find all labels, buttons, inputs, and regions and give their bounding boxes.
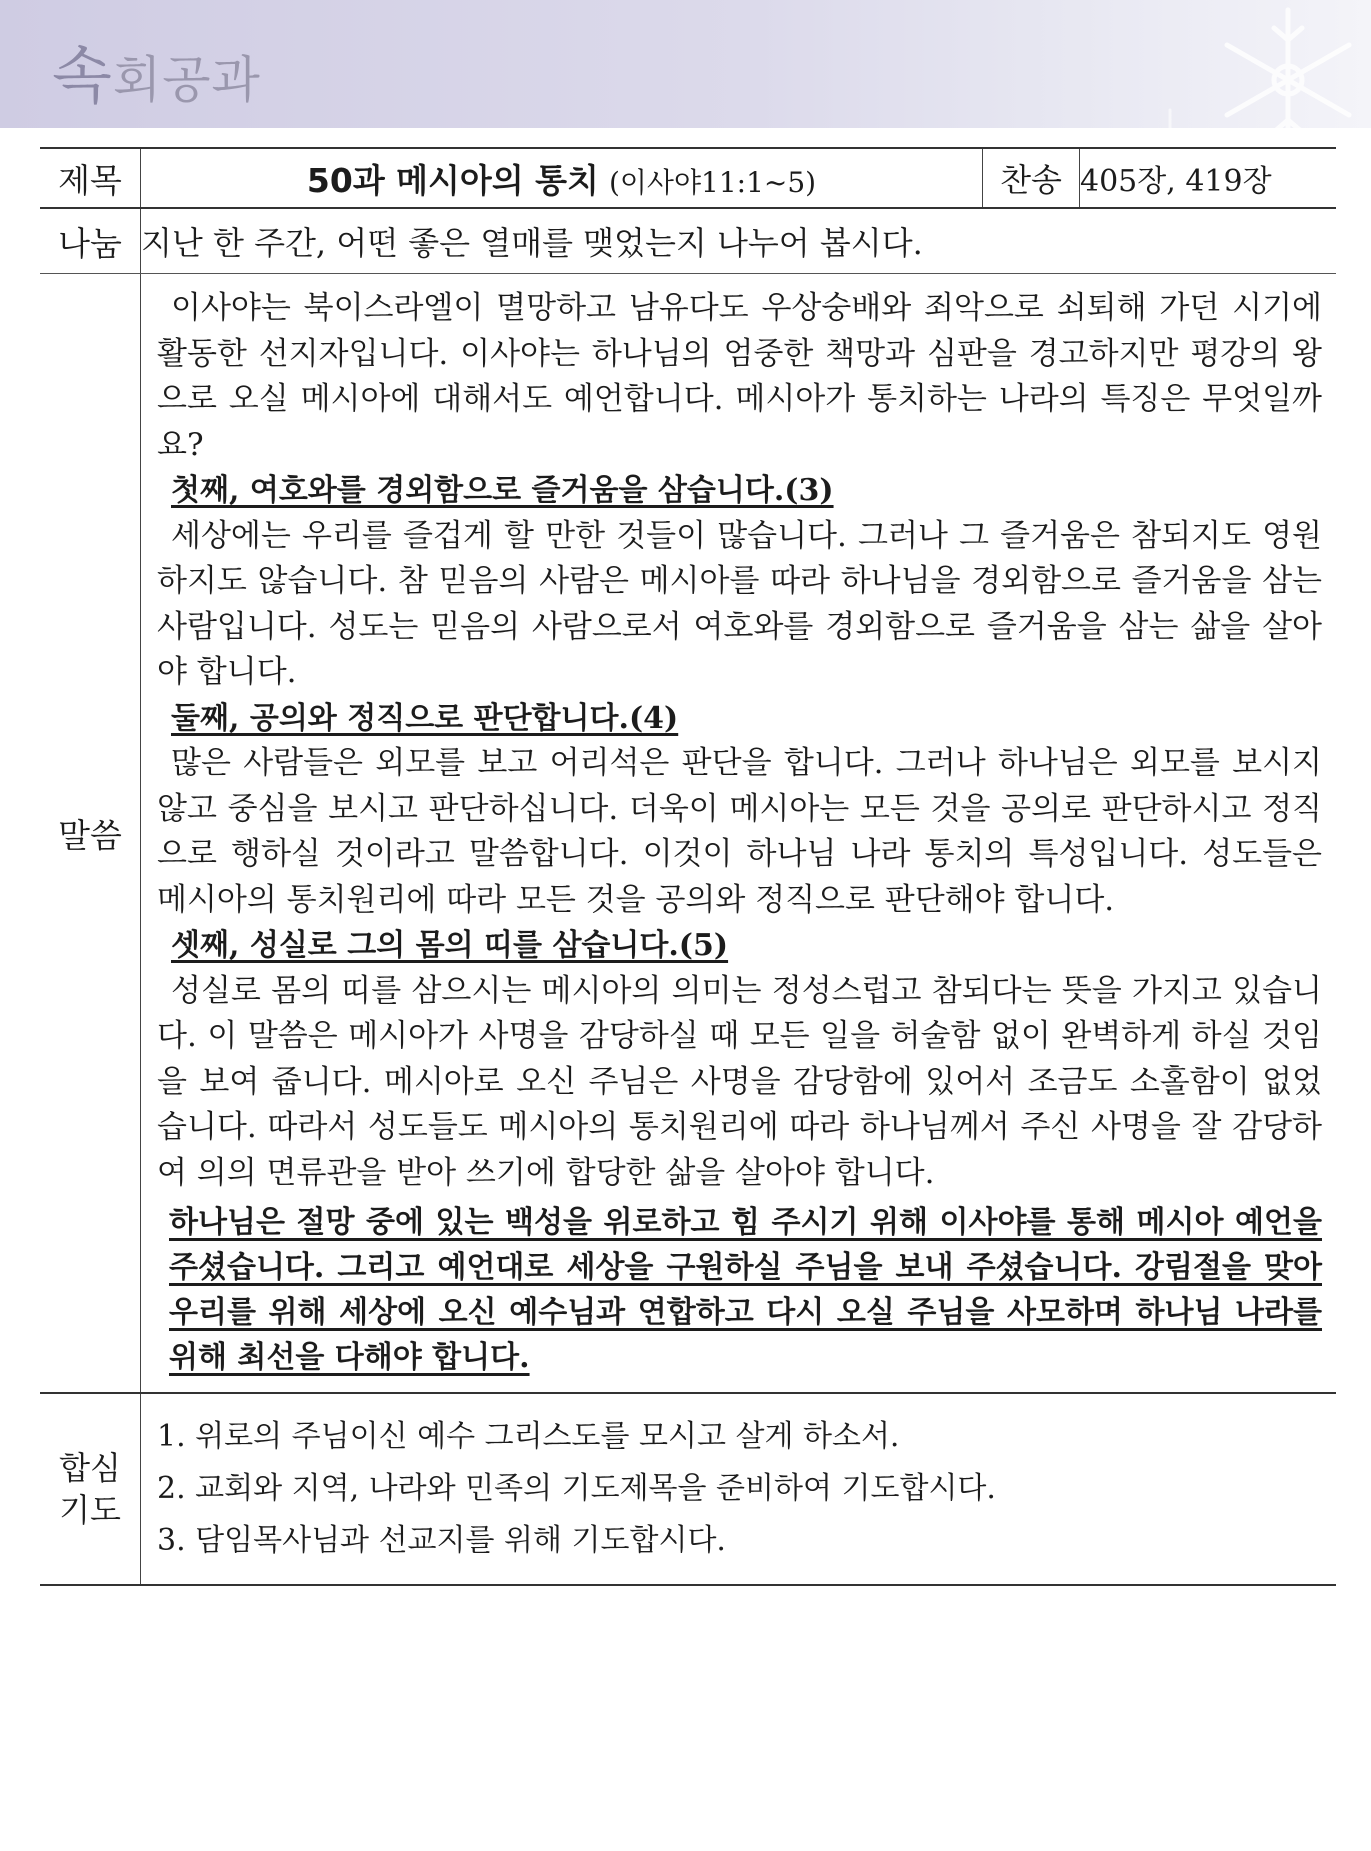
point-body-3: 성실로 몸의 띠를 삼으시는 메시아의 의미는 정성스럽고 참되다는 뜻을 가지고 있습니다. 이 말씀은 메시아가 사명을 감당하실 때 모든 일을 허술함 없이 완벽하게 하실 것임을 보여 줍니다. 메시아로 오신 주님은 사명을 감당함에 있어서 조금도 소홀함이 없었습니다. 따라서 성도들도 메시아의 통치원리에 따라 하나님께서 주신 사명을 잘 감당하여 의의 면류관을 받아 쓰기에 합당한 삶을 살아야 합니다. — [157, 972, 1322, 1191]
section-title — [52, 26, 261, 115]
point-heading-2: 둘째, 공의와 정직으로 판단합니다.(4) — [171, 700, 679, 736]
point-heading-1: 첫째, 여호와를 경외함으로 즐거움을 삼습니다.(3) — [171, 473, 834, 508]
point-body-2: 많은 사람들은 외모를 보고 어리석은 판단을 합니다. 그러나 하나님은 외모를 보시지 않고 중심을 보시고 판단하십니다. 더욱이 메시아는 모든 것을 공의로 판단하시고 정직으로 행하실 것이라고 말씀합니다. 이것이 하나님 나라 통치의 특성입니다. 성도들은 메시아의 통치원리에 따라 모든 것을 공의와 정직으로 판단해야 합니다. — [157, 745, 1322, 918]
prayer-item-2: 2. 교회와 지역, 나라와 민족의 기도제목을 준비하여 기도합시다. — [157, 1471, 996, 1506]
lesson-name: 50과 메시아의 통치 — [306, 160, 599, 200]
share-label: 나눔 — [40, 208, 141, 274]
prayer-item-1: 1. 위로의 주님이신 예수 그리스도를 모시고 살게 하소서. — [157, 1419, 900, 1454]
prayer-list — [141, 1393, 1337, 1585]
section-title-rest: 회공과 — [112, 51, 261, 109]
hymn-label: 찬송 — [983, 148, 1080, 208]
prayer-row — [40, 1393, 1336, 1585]
point-body-1: 세상에는 우리를 즐겁게 할 만한 것들이 많습니다. 그러나 그 즐거움은 참되지도 영원하지도 않습니다. 참 믿음의 사람은 메시아를 따라 하나님을 경외함으로 즐거움을 삼는 사람입니다. 성도는 믿음의 사람으로서 여호와를 경외함으로 즐거움을 삼는 삶을 살아야 합니다. — [157, 517, 1322, 690]
word-content — [141, 274, 1337, 1394]
intro-paragraph: 이사야는 북이스라엘이 멸망하고 남유다도 우상숭배와 죄악으로 쇠퇴해 가던 시기에 활동한 선지자입니다. 이사야는 하나님의 엄중한 책망과 심판을 경고하지만 평강의 왕으로 오실 메시아에 대해서도 예언합니다. 메시아가 통치하는 나라의 특징은 무엇일까요? — [157, 290, 1322, 463]
share-row — [40, 208, 1336, 274]
word-label: 말씀 — [40, 274, 141, 1394]
prayer-label-line2: 기도 — [59, 1491, 121, 1529]
scripture-reference: (이사야11:1~5) — [608, 165, 817, 199]
lesson-title-cell — [141, 148, 983, 208]
word-row — [40, 274, 1336, 1394]
conclusion-paragraph: 하나님은 절망 중에 있는 백성을 위로하고 힘 주시기 위해 이사야를 통해 메시아 예언을 주셨습니다. 그리고 예언대로 세상을 구원하실 주님을 보내 주셨습니다. 강림절을 맞아 우리를 위해 세상에 오신 예수님과 연합하고 다시 오실 주님을 사모하며 하나님 나라를 위해 최선을 다해야 합니다. — [169, 1205, 1322, 1375]
prayer-label-line1: 합심 — [59, 1449, 121, 1487]
hymn-numbers: 405장, 419장 — [1080, 148, 1337, 208]
lesson-table — [40, 147, 1336, 1586]
prayer-label — [40, 1393, 141, 1585]
header-banner — [0, 0, 1371, 128]
title-row — [40, 148, 1336, 208]
point-heading-3: 셋째, 성실로 그의 몸의 띠를 삼습니다.(5) — [171, 928, 729, 963]
prayer-item-3: 3. 담임목사님과 선교지를 위해 기도합시다. — [157, 1523, 726, 1558]
title-label: 제목 — [40, 148, 141, 208]
share-text: 지난 한 주간, 어떤 좋은 열매를 맺었는지 나누어 봅시다. — [141, 208, 1337, 274]
section-title-initial: 속 — [52, 39, 113, 112]
